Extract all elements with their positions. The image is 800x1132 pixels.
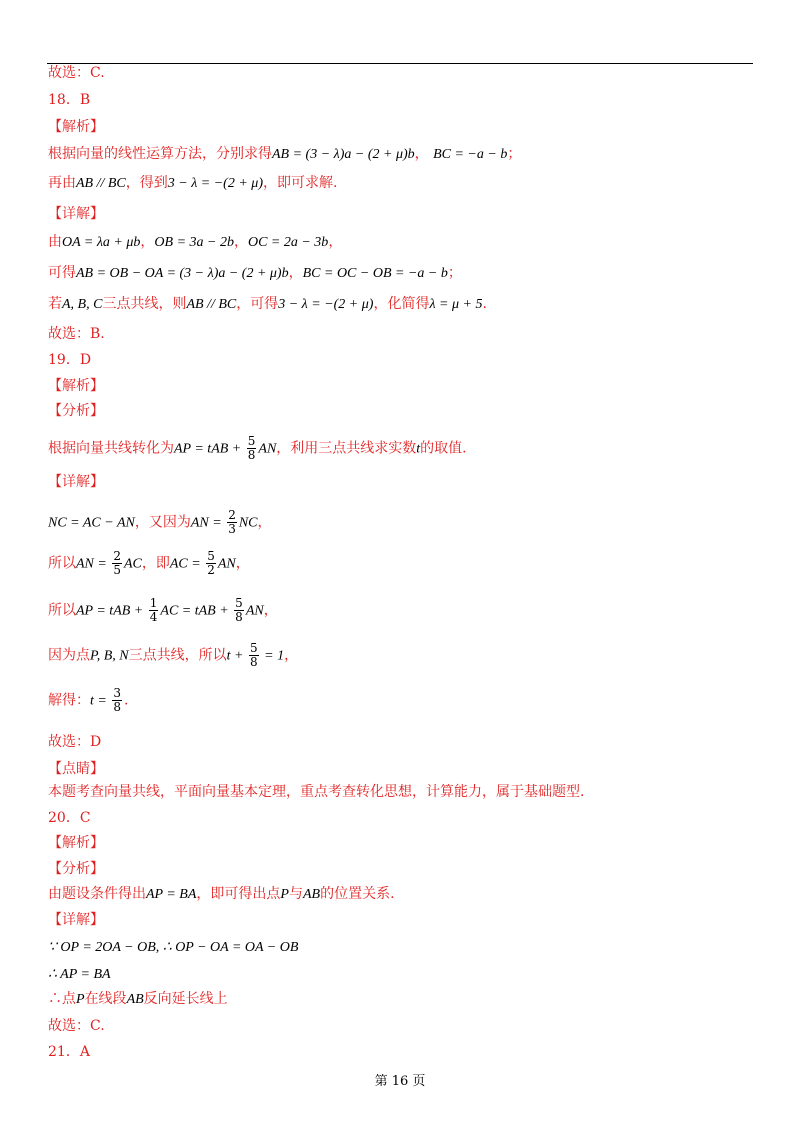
text-line	[48, 859, 104, 879]
text-run: ，得到	[125, 175, 168, 191]
text-run: 【解析】	[48, 378, 104, 394]
fraction	[206, 550, 216, 577]
fraction-denominator: 8	[235, 610, 243, 624]
text-run: ，可得	[236, 296, 279, 312]
text-line	[48, 144, 521, 165]
text-run: ∴点	[48, 991, 76, 1007]
fraction-denominator: 2	[207, 563, 215, 577]
text-line	[48, 910, 104, 930]
fraction-denominator: 3	[228, 522, 236, 536]
top-rule	[47, 63, 753, 64]
text-run: 【点睛】	[48, 761, 104, 777]
text-run: 19．D	[48, 352, 92, 368]
fraction-numerator: 5	[249, 641, 258, 655]
fraction-denominator: 5	[113, 563, 121, 577]
text-run: 三点共线，所以	[128, 647, 227, 664]
fraction	[227, 509, 237, 536]
math-expression: NC	[238, 515, 258, 531]
text-run: 所以	[48, 602, 76, 619]
text-line	[48, 808, 91, 828]
text-line	[48, 884, 395, 905]
math-expression: λ = μ + 5	[429, 297, 483, 312]
math-expression: P, B, N	[90, 648, 129, 664]
text-run: 的取值.	[420, 440, 467, 457]
text-line	[48, 1042, 90, 1062]
text-run: 【分析】	[48, 861, 104, 877]
math-expression: t =	[90, 693, 111, 709]
math-expression: NC = AC − AN	[48, 515, 135, 531]
math-expression: AB = OB − OA = (3 − λ)a − (2 + μ)b	[76, 266, 289, 281]
math-expression: 3 − λ = −(2 + μ)	[167, 176, 263, 191]
math-expression: AN =	[76, 556, 111, 572]
fraction	[112, 550, 122, 577]
text-run: ，	[263, 602, 278, 619]
fraction-denominator: 8	[113, 700, 121, 714]
text-line	[48, 759, 104, 779]
text-line	[48, 732, 101, 752]
text-line	[48, 263, 462, 284]
math-expression: BC = OC − OB = −a − b	[302, 266, 448, 281]
text-run: 在线段	[84, 991, 127, 1007]
text-run: 由	[48, 234, 62, 250]
fraction-numerator: 5	[207, 549, 215, 563]
text-line	[48, 435, 467, 462]
text-run: ，即	[141, 555, 170, 572]
text-run: 【解析】	[48, 835, 104, 851]
text-run: 若	[48, 296, 62, 312]
fraction-numerator: 3	[113, 686, 121, 700]
math-expression: = 1	[260, 648, 285, 664]
text-run: 由题设条件得出	[48, 886, 146, 902]
text-line	[48, 401, 104, 421]
text-line	[48, 204, 104, 224]
text-run: ，	[288, 265, 303, 281]
text-line	[48, 294, 487, 315]
text-run: 【分析】	[48, 403, 104, 419]
math-expression: AB = (3 − λ)a − (2 + μ)b	[272, 147, 415, 162]
fraction-denominator: 8	[247, 448, 256, 462]
math-expression: AP = BA	[146, 887, 197, 902]
math-expression: AP = tAB +	[174, 441, 245, 457]
fraction	[149, 597, 159, 624]
math-expression: AC =	[169, 556, 205, 572]
text-line	[48, 964, 111, 985]
text-run: 故选：C.	[48, 65, 105, 81]
text-run: 本题考查向量共线，平面向量基本定理，重点考查转化思想，计算能力，属于基础题型.	[48, 784, 585, 800]
text-run: 21．A	[48, 1044, 90, 1060]
text-run: ，	[235, 555, 250, 572]
page-footer: 第 16 页	[374, 1074, 426, 1089]
text-run: ，即可求解.	[263, 175, 338, 191]
text-run: .	[482, 296, 487, 312]
text-run: 【详解】	[48, 206, 104, 222]
math-expression: AN =	[190, 515, 226, 531]
math-expression: AB	[126, 992, 144, 1007]
text-line	[48, 597, 278, 624]
math-expression: 3 − λ = −(2 + μ)	[278, 297, 374, 312]
fraction-numerator: 5	[235, 596, 243, 610]
fraction-numerator: 1	[149, 596, 158, 610]
text-line	[48, 117, 104, 137]
text-run: 【解析】	[48, 119, 104, 135]
text-line	[48, 376, 104, 396]
text-run: ，	[284, 647, 299, 664]
text-line	[48, 173, 337, 194]
math-expression: ∴ AP = BA	[48, 967, 111, 982]
math-expression: AP = tAB +	[76, 603, 147, 619]
text-run: ；	[447, 265, 462, 281]
math-expression: BC = −a − b	[433, 147, 508, 162]
text-line	[48, 509, 272, 536]
text-run: 反向延长线上	[143, 991, 228, 1007]
text-run: ，即可得出点	[196, 886, 281, 902]
text-line	[48, 989, 228, 1010]
text-run: 可得	[48, 265, 76, 281]
text-run: ，	[328, 234, 343, 250]
text-run: 的位置关系.	[320, 886, 395, 902]
text-line	[48, 937, 298, 958]
math-expression: AN	[258, 441, 277, 457]
text-run: 解得：	[48, 692, 90, 709]
text-run: 再由	[48, 175, 76, 191]
fraction-numerator: 2	[228, 508, 236, 522]
text-run: 三点共线，则	[102, 296, 187, 312]
text-run: 与	[288, 886, 303, 902]
text-run: ，化简得	[373, 296, 430, 312]
text-run: 18．B	[48, 92, 91, 108]
math-expression: OC = 2a − 3b	[247, 235, 329, 250]
math-expression: AC	[123, 556, 142, 572]
math-expression: ∵ OP = 2OA − OB, ∴ OP − OA = OA − OB	[48, 940, 299, 955]
text-line	[48, 472, 104, 492]
text-line	[48, 90, 90, 110]
fraction	[234, 597, 244, 624]
math-expression: OA = λa + μb	[62, 235, 141, 250]
text-run: .	[123, 692, 129, 709]
text-run: ，	[257, 514, 272, 531]
text-run: 20．C	[48, 810, 91, 826]
text-run: 故选：B.	[48, 326, 105, 342]
math-expression: P	[280, 887, 289, 902]
text-line	[48, 782, 584, 802]
fraction-denominator: 8	[249, 655, 258, 669]
text-run: ，利用三点共线求实数	[276, 440, 417, 457]
fraction-denominator: 4	[149, 610, 158, 624]
text-line	[48, 1016, 105, 1036]
text-line	[48, 687, 128, 714]
text-run: ，	[233, 234, 248, 250]
text-run: 故选：C.	[48, 1018, 105, 1034]
text-line	[48, 642, 298, 669]
math-expression: AB // BC	[76, 176, 126, 191]
math-expression: A, B, C	[62, 297, 103, 312]
text-run: 故选：D	[48, 734, 102, 750]
math-expression: AB	[302, 887, 321, 902]
math-expression: AB // BC	[186, 297, 237, 312]
fraction	[249, 642, 259, 669]
fraction	[112, 687, 122, 714]
text-run: 【详解】	[48, 474, 104, 490]
text-line	[48, 63, 105, 83]
math-expression: OB = 3a − 2b	[154, 235, 234, 250]
text-run: ，	[140, 234, 155, 250]
text-line	[48, 550, 250, 577]
text-line	[48, 350, 91, 370]
text-run: ；	[507, 146, 522, 162]
text-line	[48, 232, 342, 253]
math-expression: t	[416, 441, 421, 457]
text-run: ，又因为	[134, 514, 191, 531]
text-run: 【详解】	[48, 912, 104, 928]
math-expression: AN	[217, 556, 236, 572]
text-run: 根据向量共线转化为	[48, 440, 174, 457]
text-run: 根据向量的线性运算方法，分别求得	[48, 146, 272, 162]
math-expression: P	[76, 992, 85, 1007]
math-expression: AN	[245, 603, 264, 619]
text-run: 所以	[48, 555, 76, 572]
fraction	[247, 435, 257, 462]
text-line	[48, 833, 104, 853]
text-run: 因为点	[48, 647, 90, 664]
fraction-numerator: 2	[113, 549, 121, 563]
text-run: ，	[414, 146, 434, 162]
math-expression: AC = tAB +	[160, 603, 233, 619]
text-line	[48, 324, 105, 344]
math-expression: t +	[226, 648, 247, 664]
fraction-numerator: 5	[247, 434, 256, 448]
